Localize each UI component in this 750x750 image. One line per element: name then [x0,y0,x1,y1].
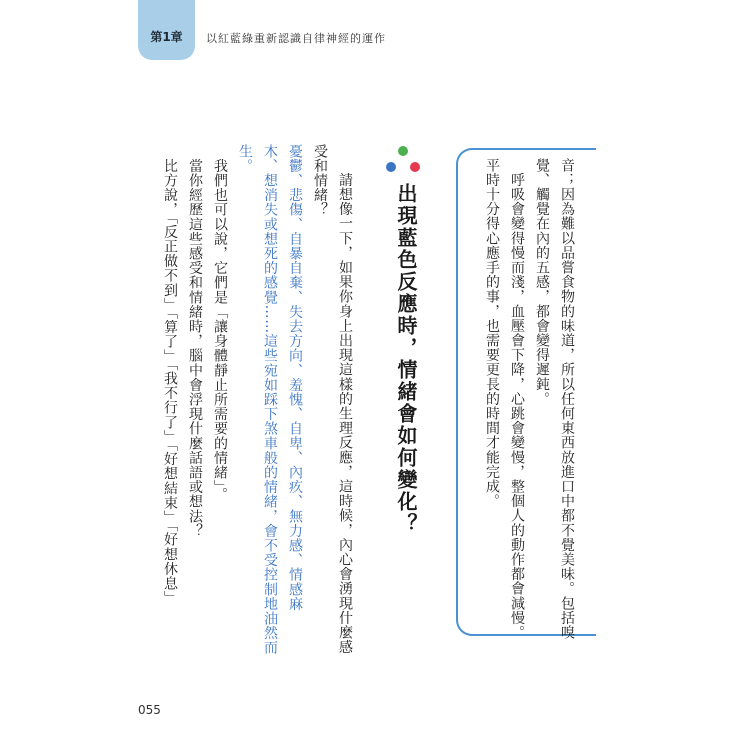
box-text-line: 音；因為難以品嘗食物的味道，所以任何東西放進口中都不覺美味。包括嗅 [559,158,575,640]
chapter-label: 第1章 [150,30,183,44]
body-text-line: 比方說，「反正做不到」「算了」「我不行了」「好想結束」「好想休息」 [162,144,178,606]
body-text-line: 當你經歷這些感受和情緒時，腦中會浮現什麼話語或想法？ [187,144,203,539]
running-header-title: 以紅藍綠重新認識自律神經的運作 [206,32,386,45]
page-number: 055 [138,703,161,717]
box-text-line: 覺、觸覺在內的五感，都會變得遲鈍。 [534,158,550,407]
green-dot-icon [398,146,408,156]
summary-box [456,148,596,636]
red-dot-icon [410,162,420,172]
body-text-line: 受和情緒？ [312,144,328,217]
box-text-line: 呼吸會變得慢而淺，血壓會下降，心跳會變慢，整個人的動作都會減慢。 [509,158,525,640]
blue-dot-icon [386,162,396,172]
body-text-line-highlight: 憂鬱、悲傷、自暴自棄、失去方向、羞愧、自卑、內疚、無力感、情感麻 [287,144,303,612]
body-text-line: 我們也可以說，它們是「讓身體靜止所需要的情緒」。 [212,144,228,502]
body-text-line: 請想像一下，如果你身上出現這樣的生理反應，這時候，內心會湧現什麼感 [337,158,353,655]
box-text-line: 平時十分得心應手的事，也需要更長的時間才能完成。 [484,158,500,509]
body-text-line-highlight: 生。 [237,144,253,174]
section-heading: 出現藍色反應時，情緒會如何變化？ [394,183,418,535]
chapter-tab [138,0,195,60]
body-text-line-highlight: 木、想消失或想死的感覺……這些宛如踩下煞車般的情緒，會不受控制地油然而 [262,144,278,655]
